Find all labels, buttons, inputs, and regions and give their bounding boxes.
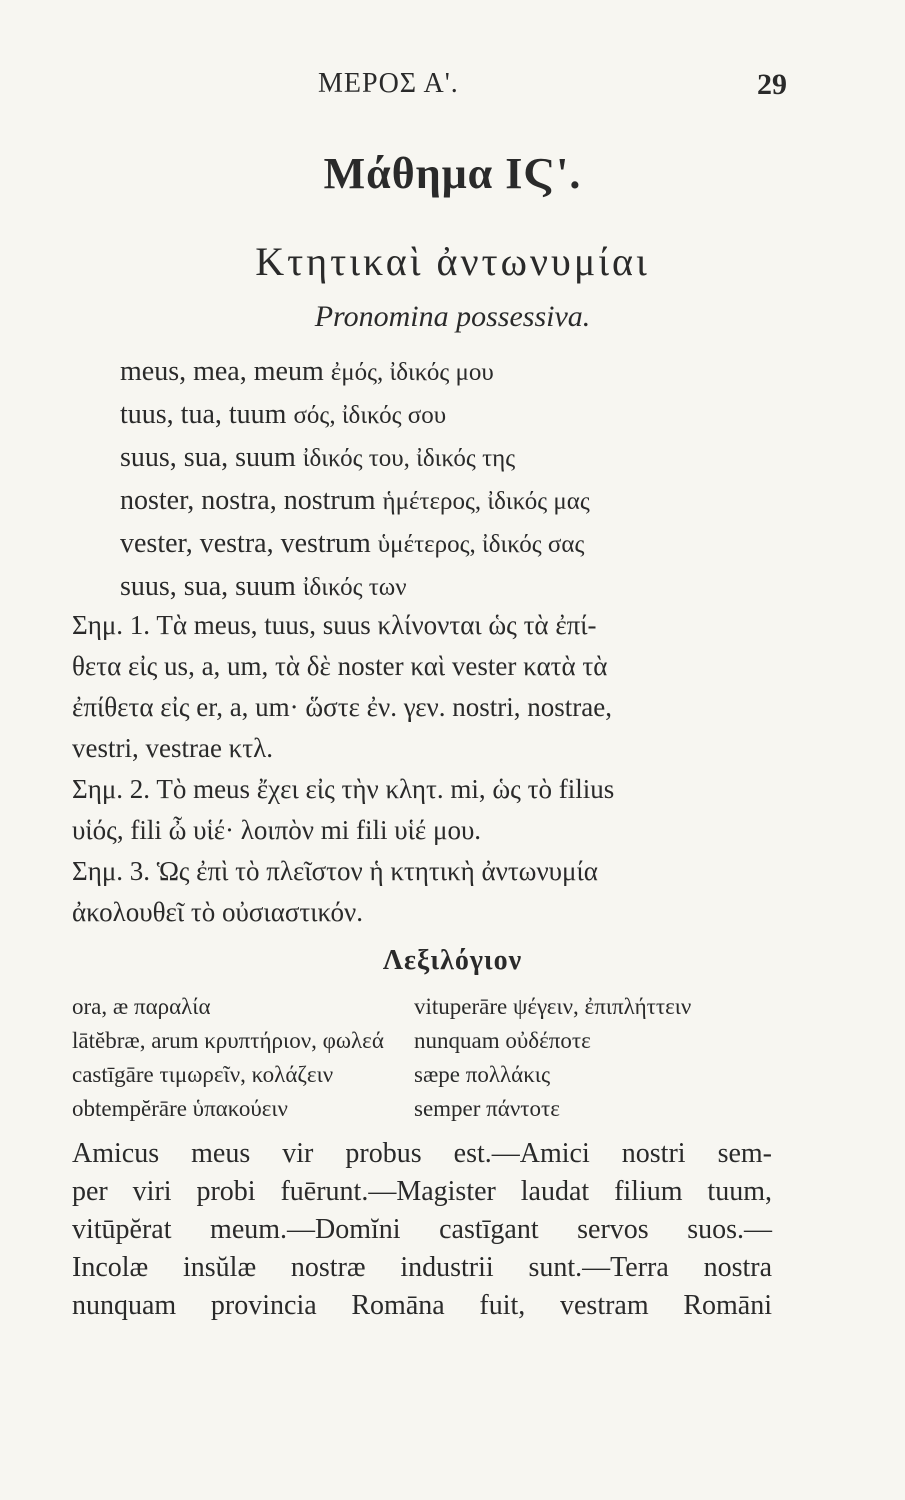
pronoun-latin: noster, nostra, nostrum [120, 485, 376, 516]
section-title: Κτητικαὶ ἀντωνυμίαι [255, 239, 650, 284]
exercise-line: nunquam provincia Romāna fuit, vestram Romāni [72, 1290, 772, 1321]
exercise-text [72, 1135, 772, 1325]
vocab-entry-right: vituperāre ψέγειν, ἐπιπλήττειν [414, 994, 692, 1019]
pronoun-line [120, 393, 820, 436]
pronoun-line [120, 565, 820, 608]
pronoun-latin: suus, sua, suum [120, 571, 296, 602]
vocabulary-row [72, 990, 792, 1024]
exercise-line: Amicus meus vir probus est.—Amici nostri sem- [72, 1138, 772, 1169]
pronoun-greek: ἡμέτερος, ἰδικός μας [382, 488, 590, 515]
exercise-line: vitūpĕrat meum.—Domĭni castīgant servos suos.— [72, 1214, 772, 1245]
pronoun-line [120, 436, 820, 479]
pronoun-latin: meus, mea, meum [120, 356, 324, 387]
vocabulary-list [72, 990, 792, 1126]
vocab-entry-right: nunquam οὐδέποτε [414, 1028, 591, 1053]
note-line: ἐπίθετα εἰς er, a, um· ὥστε ἐν. γεν. nostri, nostrae, [72, 692, 612, 722]
note-line: Σημ. 2. Τὸ meus ἔχει εἰς τὴν κλητ. mi, ὡς τὸ filius [72, 774, 615, 804]
pronoun-greek: σός, ἰδικός σου [293, 402, 447, 429]
pronoun-greek: ὑμέτερος, ἰδικός σας [377, 531, 585, 558]
vocabulary-row [72, 1092, 792, 1126]
exercise-line: Incolæ insŭlæ nostræ industrii sunt.—Terra nostra [72, 1252, 772, 1283]
pronoun-line [120, 479, 820, 522]
page-header [0, 68, 905, 108]
section-subtitle: Pronomina possessiva. [314, 300, 591, 333]
note-line: vestri, vestrae κτλ. [72, 733, 273, 763]
pronoun-latin: vester, vestra, vestrum [120, 528, 371, 559]
vocab-entry-left: castīgāre τιμωρεῖν, κολάζειν [72, 1062, 334, 1087]
running-head: ΜΕΡΟΣ Α'. [318, 68, 459, 99]
grammar-notes [72, 605, 772, 933]
pronoun-line [120, 522, 820, 565]
vocab-entry-left: ora, æ παραλία [72, 994, 211, 1019]
lesson-title: Μάθημα ΙϚ'. [323, 149, 582, 198]
pronoun-list [120, 350, 820, 608]
note-line: ἀκολουθεῖ τὸ οὐσιαστικόν. [72, 897, 363, 927]
pronoun-greek: ἰδικός των [302, 574, 407, 601]
page-number: 29 [757, 68, 787, 101]
note-line: θετα εἰς us, a, um, τὰ δὲ noster καὶ vester κατὰ τὰ [72, 651, 608, 681]
pronoun-line [120, 350, 820, 393]
pronoun-greek: ἰδικός του, ἰδικός της [302, 445, 516, 472]
pronoun-latin: tuus, tua, tuum [120, 399, 287, 430]
note-line: Σημ. 3. Ὡς ἐπὶ τὸ πλεῖστον ἡ κτητικὴ ἀντωνυμία [72, 856, 598, 886]
vocab-entry-left: lātĕbræ, arum κρυπτήριον, φωλεά [72, 1028, 384, 1053]
note-line: υἱός, fili ὦ υἱέ· λοιπὸν mi fili υἱέ μου. [72, 815, 482, 845]
pronoun-latin: suus, sua, suum [120, 442, 296, 473]
note-line: Σημ. 1. Τὰ meus, tuus, suus κλίνονται ὡς τὰ ἐπί- [72, 610, 597, 640]
vocabulary-row [72, 1024, 792, 1058]
vocabulary-row [72, 1058, 792, 1092]
vocab-entry-right: sæpe πολλάκις [414, 1062, 551, 1087]
vocab-entry-left: obtempĕrāre ὑπακούειν [72, 1096, 288, 1121]
vocab-entry-right: semper πάντοτε [414, 1096, 560, 1121]
exercise-line: per viri probi fuērunt.—Magister laudat filium tuum, [72, 1176, 772, 1207]
vocabulary-title: Λεξιλόγιον [382, 945, 523, 976]
pronoun-greek: ἐμός, ἰδικός μου [330, 359, 494, 386]
